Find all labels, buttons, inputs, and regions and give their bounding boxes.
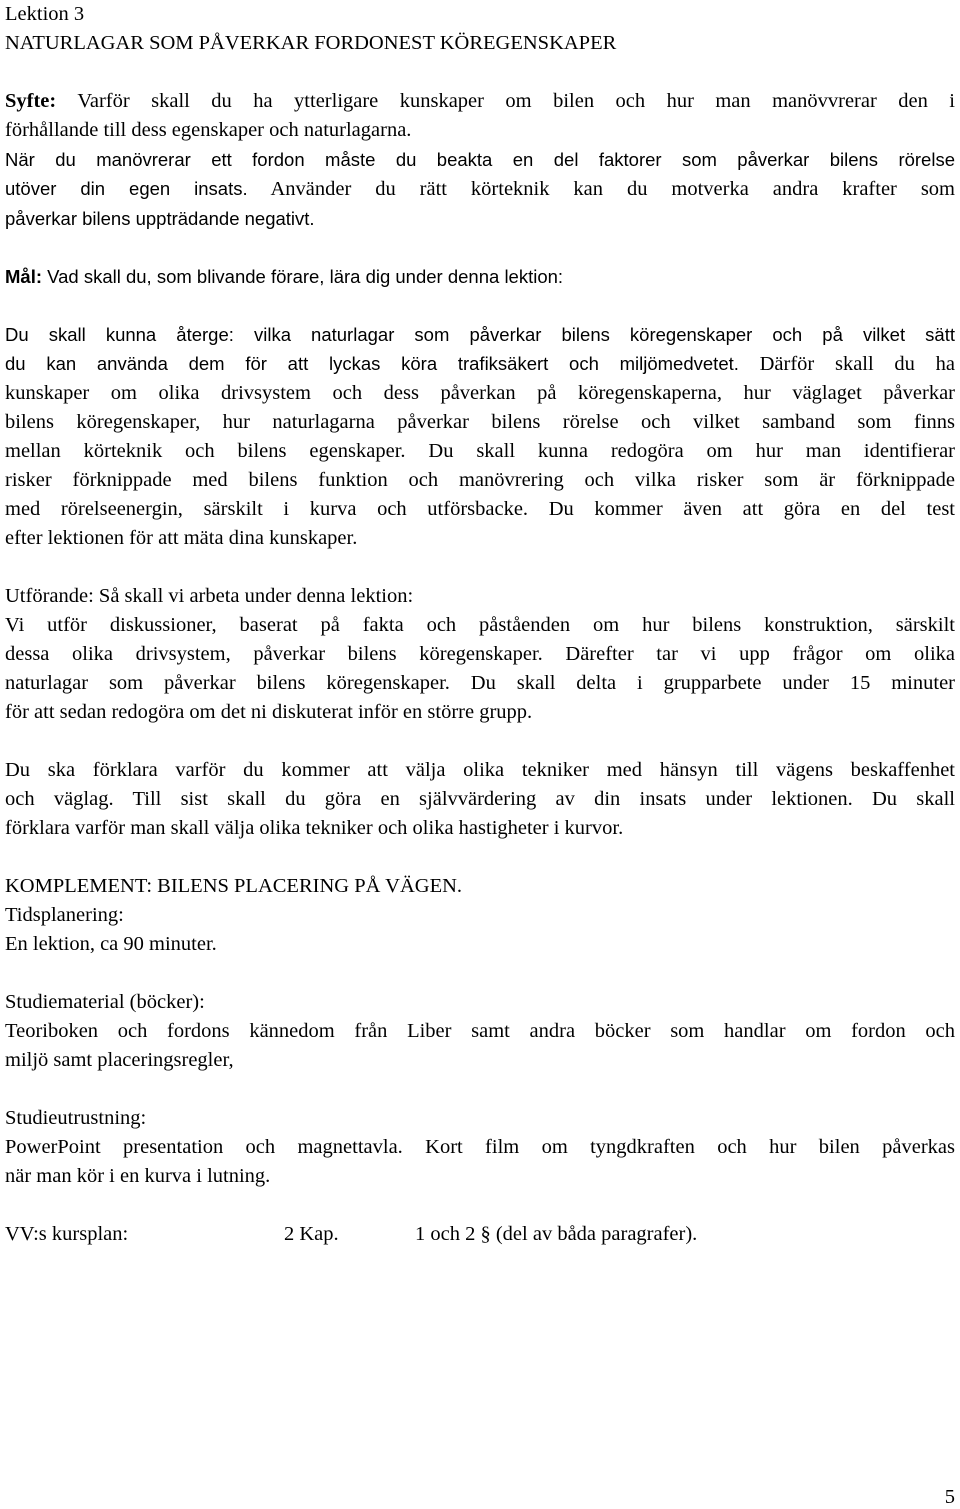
spacer: [5, 959, 955, 988]
syfte-line-4: [5, 174, 955, 204]
mal-line: [5, 262, 955, 291]
mal-label: Mål:: [5, 266, 42, 287]
kursplan-kapitel: 2 Kap.: [284, 1223, 339, 1245]
syfte-text-1: Varför skall du ha ytterligare kunskaper om bilen och hur man manövvrerar den i: [77, 90, 955, 112]
spacer: [5, 843, 955, 872]
mal-text-7a: med rörelseenergin, särskilt i kurva och utförsbacke.: [5, 498, 529, 520]
mal-text-2b: Därför skall du ha: [759, 353, 956, 375]
spacer: [5, 291, 955, 320]
studieutrustning-line-2: när man kör i en kurva i lutning.: [5, 1165, 271, 1187]
spacer: [5, 727, 955, 756]
mal-line-2: [5, 349, 955, 379]
studiematerial-label: Studiematerial (böcker):: [5, 991, 205, 1013]
spacer: [5, 1075, 955, 1104]
forklara-line-3: förklara varför man skall välja olika tekniker och olika hastigheter i kurvor.: [5, 817, 624, 839]
spacer: [5, 58, 955, 87]
kursplan-line: [5, 1220, 955, 1249]
tidsplanering-label: Tidsplanering:: [5, 904, 124, 926]
mal-line-8: efter lektionen för att mäta dina kunskaper.: [5, 527, 358, 549]
mal-line-5: [5, 437, 955, 466]
mal-text-5b: Du skall kunna redogöra om hur man identifierar: [428, 440, 955, 462]
syfte-line-1: [5, 87, 955, 116]
mal-intro: Vad skall du, som blivande förare, lära dig under denna lektion:: [47, 266, 564, 287]
kursplan-paragrafer: 1 och 2: [415, 1223, 476, 1245]
mal-text-7b: Du kommer även att göra en del test: [548, 498, 955, 520]
syfte-line-3: När du manövrerar ett fordon måste du beakta en del faktorer som påverkar bilens rörelse: [5, 149, 955, 170]
tidsplanering-value: En lektion, ca 90 minuter.: [5, 933, 217, 955]
utforande-line-4: för att sedan redogöra om det ni diskuterat inför en större grupp.: [5, 701, 533, 723]
mal-text-2a: du kan använda dem för att lyckas köra trafiksäkert och miljömedvetet.: [5, 353, 739, 374]
studiematerial-line-2: miljö samt placeringsregler,: [5, 1049, 234, 1071]
utforande-label: Utförande:: [5, 585, 94, 607]
syfte-text-4b: Använder du rätt körteknik kan du motverka andra krafter som: [270, 178, 955, 200]
mal-line-1: Du skall kunna återge: vilka naturlagar som påverkar bilens köregenskaper och på vilket sätt: [5, 324, 955, 345]
kursplan-note: (del av båda paragrafer).: [495, 1223, 698, 1245]
spacer: [5, 233, 955, 262]
mal-line-4: bilens köregenskaper, hur naturlagarna påverkar bilens rörelse och vilket samband som finns: [5, 411, 955, 433]
page-number: 5: [944, 1486, 955, 1508]
syfte-text-4a: utöver din egen insats.: [5, 178, 248, 199]
forklara-line-2: och väglag. Till sist skall du göra en självvärdering av din insats under lektionen. Du skall: [5, 788, 955, 810]
paragraph-sign: §: [480, 1223, 491, 1245]
utforande-line: [5, 582, 955, 611]
syfte-line-2: förhållande till dess egenskaper och naturlagarna.: [5, 119, 412, 141]
studieutrustning-label: Studieutrustning:: [5, 1107, 147, 1129]
lesson-title: NATURLAGAR SOM PÅVERKAR FORDONEST KÖREGENSKAPER: [5, 32, 617, 54]
kursplan-label: VV:s kursplan:: [5, 1223, 129, 1245]
mal-line-6: risker förknippade med bilens funktion och manövrering och vilka risker som är förknippade: [5, 469, 955, 491]
studieutrustning-line-1: PowerPoint presentation och magnettavla. Kort film om tyngdkraften och hur bilen påverkas: [5, 1136, 955, 1158]
lesson-number: Lektion 3: [5, 3, 85, 25]
syfte-line-5: påverkar bilens uppträdande negativt.: [5, 208, 315, 229]
document-page: [5, 0, 955, 1249]
utforande-line-3: naturlagar som påverkar bilens köregenskaper. Du skall delta i grupparbete under 15 minuter: [5, 672, 955, 694]
utforande-intro: Så skall vi arbeta under denna lektion:: [98, 585, 414, 607]
komplement-title: KOMPLEMENT: BILENS PLACERING PÅ VÄGEN.: [5, 875, 463, 897]
spacer: [5, 553, 955, 582]
syfte-label: Syfte:: [5, 90, 57, 112]
utforande-line-1: Vi utför diskussioner, baserat på fakta och påståenden om hur bilens konstruktion, särskilt: [5, 614, 955, 636]
studiematerial-line-1: Teoriboken och fordons kännedom från Liber samt andra böcker som handlar om fordon och: [5, 1020, 955, 1042]
forklara-line-1: Du ska förklara varför du kommer att välja olika tekniker med hänsyn till vägens beskaffenhet: [5, 759, 955, 781]
mal-text-5a: mellan körteknik och bilens egenskaper.: [5, 440, 406, 462]
mal-line-7: [5, 495, 955, 524]
spacer: [5, 1191, 955, 1220]
utforande-line-2: dessa olika drivsystem, påverkar bilens köregenskaper. Därefter tar vi upp frågor om olika: [5, 643, 955, 665]
mal-line-3: kunskaper om olika drivsystem och dess påverkan på köregenskaperna, hur väglaget påverkar: [5, 382, 955, 404]
